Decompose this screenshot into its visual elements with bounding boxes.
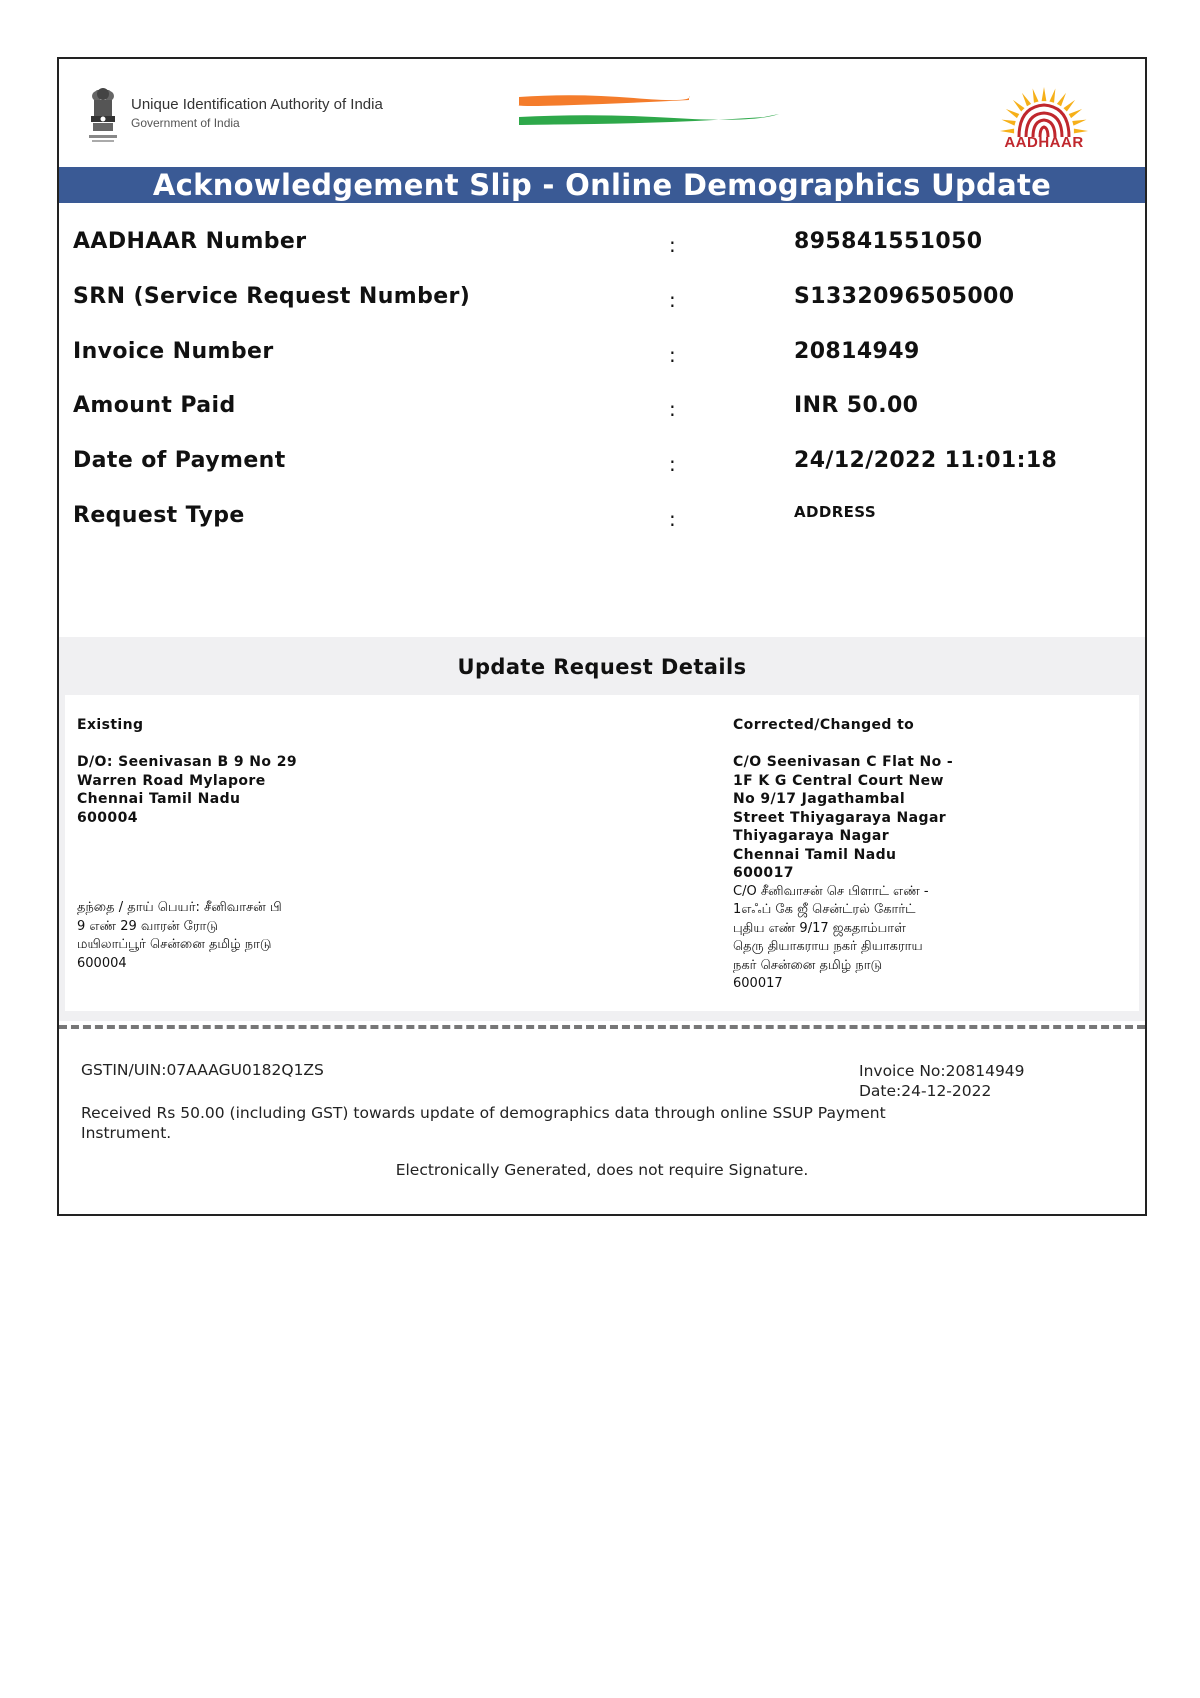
field-colon: : [669, 343, 676, 367]
field-value: 895841551050 [794, 229, 983, 254]
org-name: Unique Identification Authority of India [131, 96, 383, 113]
existing-address-english: D/O: Seenivasan B 9 No 29 Warren Road Mylapore Chennai Tamil Nadu 600004 [77, 754, 297, 826]
field-label: AADHAAR Number [73, 229, 307, 254]
field-row-aadhaar-number [59, 229, 1145, 269]
update-details-panel [65, 695, 1139, 1011]
header [59, 59, 1145, 167]
corrected-address-tamil: C/O சீனிவாசன் செ பிளாட் எண் - 1எஃப் கே ஜீ சென்ட்ரல் கோர்ட் புதிய எண் 9/17 ஜகதாம்பாள் தெரு தியாகராய நகர் தியாகராய நகர் சென்னை தமிழ் நாடு 600017 [733, 883, 929, 991]
no-signature-note: Electronically Generated, does not require Signature. [395, 1161, 809, 1179]
field-value: 24/12/2022 11:01:18 [794, 448, 1058, 473]
field-colon: : [669, 288, 676, 312]
field-value: 20814949 [794, 339, 920, 364]
aadhaar-wordmark: AADHAAR [1004, 134, 1084, 151]
field-row-invoice-number [59, 339, 1145, 379]
payment-received-text: Received Rs 50.00 (including GST) towards update of demographics data through online SSUP Payment Instrument. [81, 1104, 886, 1142]
field-colon: : [669, 452, 676, 476]
existing-address-tamil: தந்தை / தாய் பெயர்: சீனிவாசன் பி 9 எண் 29 வாரன் ரோடு மயிலாப்பூர் சென்னை தமிழ் நாடு 600004 [77, 900, 282, 971]
field-row-srn [59, 284, 1145, 324]
field-value: S1332096505000 [794, 284, 1015, 309]
field-label: Invoice Number [73, 339, 274, 364]
corrected-column [733, 717, 973, 994]
field-colon: : [669, 397, 676, 421]
tear-line-divider [59, 1025, 1145, 1029]
field-row-amount-paid [59, 393, 1145, 433]
existing-heading: Existing [77, 717, 144, 733]
corrected-address-english: C/O Seenivasan C Flat No - 1F K G Central Court New No 9/17 Jagathambal Street Thiyagaraya Nagar Thiyagaraya Nagar Chennai Tamil Nadu 600017 [733, 754, 954, 881]
field-label: SRN (Service Request Number) [73, 284, 471, 309]
field-colon: : [669, 233, 676, 257]
field-label: Date of Payment [73, 448, 286, 473]
field-colon: : [669, 507, 676, 531]
field-row-request-type [59, 503, 1145, 543]
field-value: ADDRESS [794, 503, 877, 521]
gstin-text: GSTIN/UIN:07AAAGU0182Q1ZS [81, 1061, 324, 1079]
invoice-info: Invoice No:20814949 Date:24-12-2022 [859, 1062, 1025, 1100]
national-emblem-icon [85, 86, 121, 144]
field-label: Amount Paid [73, 393, 236, 418]
field-label: Request Type [73, 503, 245, 528]
acknowledgement-slip [57, 57, 1147, 1216]
field-row-date-of-payment [59, 448, 1145, 488]
corrected-heading: Corrected/Changed to [733, 717, 915, 733]
page-title: Acknowledgement Slip - Online Demographics Update [59, 167, 1145, 203]
section-title: Update Request Details [457, 655, 747, 679]
existing-column [77, 717, 337, 973]
tricolor-swoosh-icon [514, 93, 784, 133]
update-request-section [59, 637, 1145, 1021]
field-value: INR 50.00 [794, 393, 919, 418]
gov-name: Government of India [131, 116, 240, 130]
